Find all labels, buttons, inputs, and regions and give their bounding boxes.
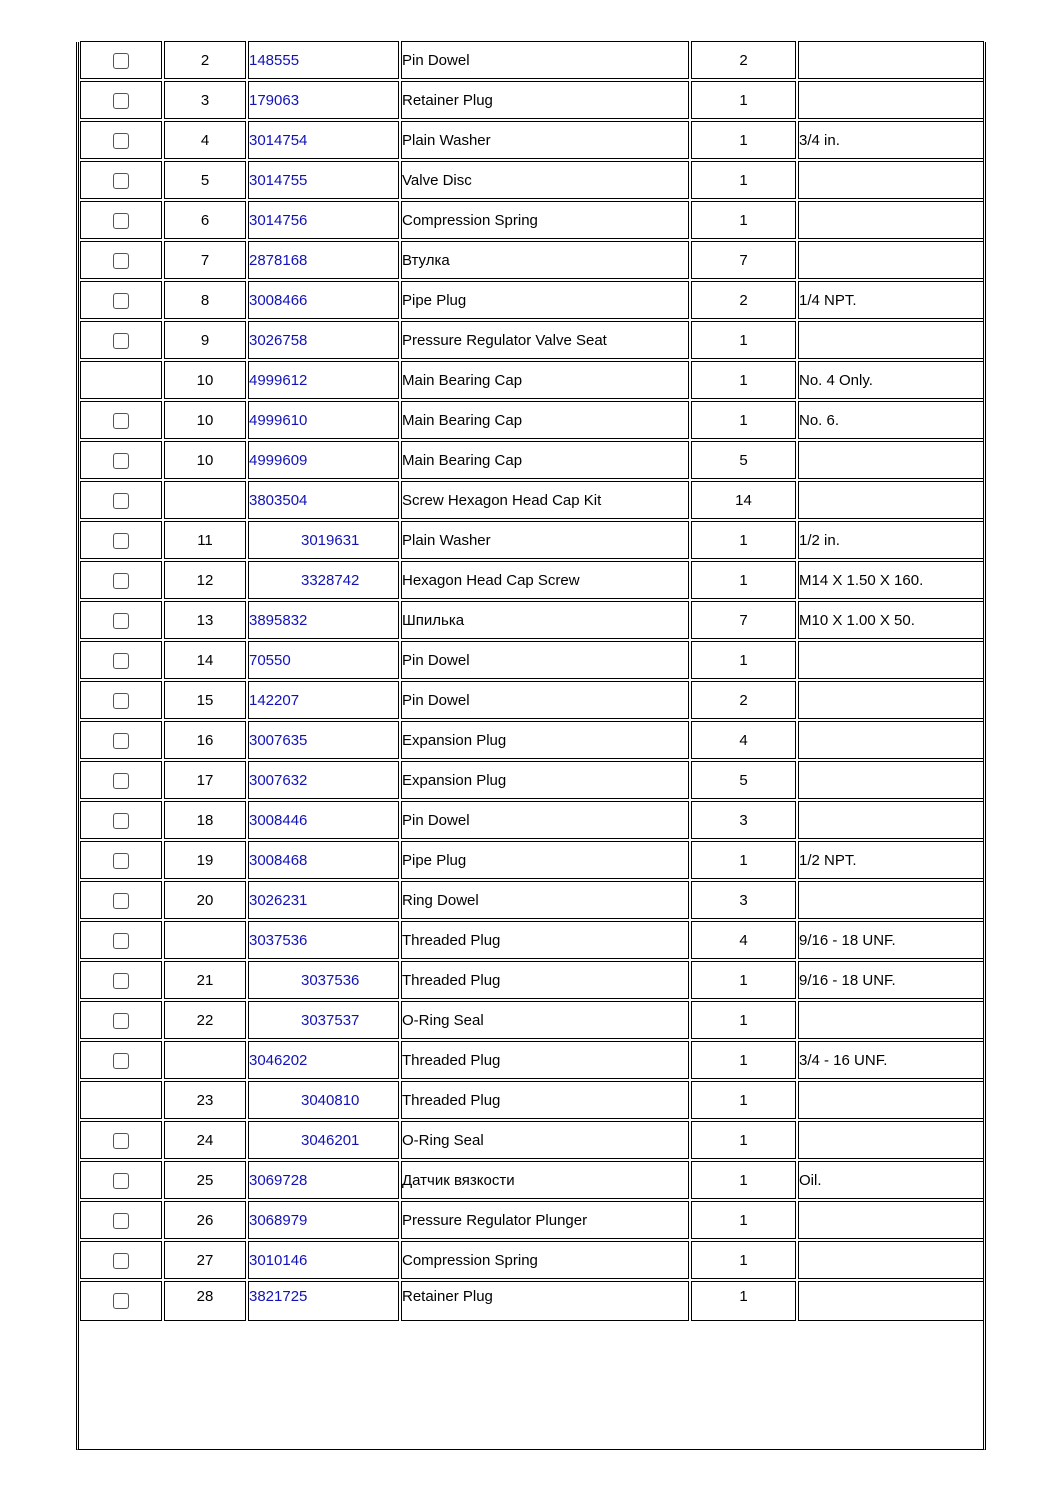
part-number-link[interactable]: 3328742 [301, 571, 360, 589]
ref-number: 13 [164, 601, 246, 639]
select-cell [80, 121, 162, 159]
row-select-checkbox[interactable] [113, 933, 129, 949]
ref-number: 3 [164, 81, 246, 119]
table-row [80, 121, 984, 159]
select-cell [80, 1161, 162, 1199]
part-number-cell [248, 1041, 399, 1079]
table-row [80, 721, 984, 759]
quantity: 1 [691, 1201, 796, 1239]
table-row [80, 1001, 984, 1039]
row-select-checkbox[interactable] [113, 293, 129, 309]
part-number-link[interactable]: 142207 [249, 691, 300, 709]
row-select-checkbox[interactable] [113, 853, 129, 869]
remarks [798, 721, 984, 759]
ref-number: 20 [164, 881, 246, 919]
part-number-link[interactable]: 3821725 [249, 1288, 308, 1305]
select-cell [80, 1001, 162, 1039]
parts-table-body [80, 41, 984, 1321]
row-select-checkbox[interactable] [113, 1253, 129, 1269]
table-row [80, 681, 984, 719]
part-number-link[interactable]: 4999610 [249, 411, 308, 429]
row-select-checkbox[interactable] [113, 413, 129, 429]
remarks [798, 161, 984, 199]
remarks: 3/4 - 16 UNF. [798, 1041, 984, 1079]
quantity: 3 [691, 881, 796, 919]
remarks [798, 881, 984, 919]
part-number-cell [248, 721, 399, 759]
quantity: 1 [691, 161, 796, 199]
quantity: 4 [691, 921, 796, 959]
part-description: Втулка [401, 241, 689, 279]
row-select-checkbox[interactable] [113, 693, 129, 709]
table-row [80, 601, 984, 639]
part-number-cell [248, 1121, 399, 1159]
ref-number: 10 [164, 361, 246, 399]
quantity: 1 [691, 1121, 796, 1159]
part-number-cell [248, 241, 399, 279]
remarks: 9/16 - 18 UNF. [798, 921, 984, 959]
part-number-cell [248, 1001, 399, 1039]
quantity: 1 [691, 561, 796, 599]
table-row [80, 81, 984, 119]
table-row [80, 1201, 984, 1239]
remarks [798, 641, 984, 679]
select-cell [80, 561, 162, 599]
part-description: Valve Disc [401, 161, 689, 199]
ref-number: 14 [164, 641, 246, 679]
remarks: 1/2 NPT. [798, 841, 984, 879]
select-cell [80, 1041, 162, 1079]
part-number-cell [248, 961, 399, 999]
row-select-checkbox[interactable] [113, 173, 129, 189]
row-select-checkbox[interactable] [113, 653, 129, 669]
remarks [798, 481, 984, 519]
ref-number: 6 [164, 201, 246, 239]
quantity: 1 [691, 1081, 796, 1119]
part-number-link[interactable]: 2878168 [249, 251, 308, 269]
select-cell [80, 1281, 162, 1321]
part-number-cell [248, 1081, 399, 1119]
table-row [80, 361, 984, 399]
part-number-cell [248, 1281, 399, 1321]
table-row [80, 41, 984, 79]
remarks [798, 1081, 984, 1119]
quantity: 1 [691, 641, 796, 679]
table-row [80, 1281, 984, 1321]
part-number-cell [248, 681, 399, 719]
part-number-link[interactable]: 3040810 [301, 1091, 360, 1109]
part-description: Pressure Regulator Plunger [401, 1201, 689, 1239]
part-number-link[interactable]: 3019631 [301, 531, 360, 549]
ref-number [164, 921, 246, 959]
select-cell [80, 881, 162, 919]
remarks: 1/2 in. [798, 521, 984, 559]
part-number-cell [248, 601, 399, 639]
table-row [80, 841, 984, 879]
part-number-link[interactable]: 179063 [249, 91, 300, 109]
part-number-link[interactable]: 3037536 [249, 931, 308, 949]
ref-number: 16 [164, 721, 246, 759]
part-description: Threaded Plug [401, 1081, 689, 1119]
row-select-checkbox[interactable] [113, 53, 129, 69]
ref-number: 25 [164, 1161, 246, 1199]
part-number-link[interactable]: 148555 [249, 51, 300, 69]
row-select-checkbox[interactable] [113, 133, 129, 149]
ref-number: 18 [164, 801, 246, 839]
part-number-cell [248, 921, 399, 959]
quantity: 1 [691, 321, 796, 359]
ref-number: 27 [164, 1241, 246, 1279]
part-number-link[interactable]: 3007632 [249, 771, 308, 789]
part-description: Pin Dowel [401, 641, 689, 679]
table-row [80, 1121, 984, 1159]
row-select-checkbox[interactable] [113, 1053, 129, 1069]
remarks [798, 321, 984, 359]
part-description: Hexagon Head Cap Screw [401, 561, 689, 599]
ref-number: 15 [164, 681, 246, 719]
row-select-checkbox[interactable] [113, 573, 129, 589]
remarks: M10 X 1.00 X 50. [798, 601, 984, 639]
part-description: Pipe Plug [401, 841, 689, 879]
quantity: 1 [691, 1161, 796, 1199]
part-description: O-Ring Seal [401, 1001, 689, 1039]
table-row [80, 521, 984, 559]
part-number-cell [248, 361, 399, 399]
part-description: Main Bearing Cap [401, 441, 689, 479]
table-row [80, 1161, 984, 1199]
ref-number: 12 [164, 561, 246, 599]
row-select-checkbox[interactable] [113, 1213, 129, 1229]
part-description: Expansion Plug [401, 761, 689, 799]
part-number-link[interactable]: 3046202 [249, 1051, 308, 1069]
select-cell [80, 761, 162, 799]
parts-table [78, 39, 986, 1323]
part-description: Screw Hexagon Head Cap Kit [401, 481, 689, 519]
part-number-link[interactable]: 3008466 [249, 291, 308, 309]
row-select-checkbox[interactable] [113, 613, 129, 629]
ref-number: 8 [164, 281, 246, 319]
remarks [798, 41, 984, 79]
select-cell [80, 521, 162, 559]
part-number-cell [248, 521, 399, 559]
part-description: Pipe Plug [401, 281, 689, 319]
table-row [80, 801, 984, 839]
table-row [80, 1041, 984, 1079]
part-description: Pin Dowel [401, 801, 689, 839]
quantity: 3 [691, 801, 796, 839]
table-row [80, 1241, 984, 1279]
part-number-link[interactable]: 3069728 [249, 1171, 308, 1189]
quantity: 2 [691, 281, 796, 319]
row-select-checkbox[interactable] [113, 453, 129, 469]
remarks [798, 761, 984, 799]
ref-number: 19 [164, 841, 246, 879]
part-number-cell [248, 441, 399, 479]
quantity: 4 [691, 721, 796, 759]
ref-number: 22 [164, 1001, 246, 1039]
remarks [798, 201, 984, 239]
part-description: Plain Washer [401, 121, 689, 159]
part-number-link[interactable]: 70550 [249, 651, 291, 669]
ref-number: 10 [164, 401, 246, 439]
quantity: 1 [691, 201, 796, 239]
ref-number: 2 [164, 41, 246, 79]
remarks [798, 681, 984, 719]
select-cell [80, 401, 162, 439]
table-row [80, 401, 984, 439]
table-row [80, 201, 984, 239]
part-number-link[interactable]: 3037537 [301, 1011, 360, 1029]
remarks: M14 X 1.50 X 160. [798, 561, 984, 599]
remarks: 3/4 in. [798, 121, 984, 159]
row-select-checkbox[interactable] [113, 1013, 129, 1029]
part-description: Main Bearing Cap [401, 361, 689, 399]
part-number-link[interactable]: 3014755 [249, 171, 308, 189]
quantity: 2 [691, 681, 796, 719]
part-description: Retainer Plug [401, 81, 689, 119]
select-cell [80, 441, 162, 479]
part-number-link[interactable]: 3010146 [249, 1251, 308, 1269]
part-number-cell [248, 481, 399, 519]
part-description: Compression Spring [401, 1241, 689, 1279]
part-description: O-Ring Seal [401, 1121, 689, 1159]
quantity: 2 [691, 41, 796, 79]
table-row [80, 441, 984, 479]
table-row [80, 321, 984, 359]
part-number-cell [248, 561, 399, 599]
ref-number: 11 [164, 521, 246, 559]
part-number-cell [248, 121, 399, 159]
part-number-cell [248, 641, 399, 679]
remarks [798, 1201, 984, 1239]
select-cell [80, 601, 162, 639]
part-number-link[interactable]: 3046201 [301, 1131, 360, 1149]
ref-number: 9 [164, 321, 246, 359]
quantity: 7 [691, 241, 796, 279]
quantity: 1 [691, 1281, 796, 1321]
part-number-link[interactable]: 3026758 [249, 331, 308, 349]
part-number-cell [248, 1161, 399, 1199]
part-number-cell [248, 841, 399, 879]
table-row [80, 161, 984, 199]
part-description: Threaded Plug [401, 961, 689, 999]
part-number-cell [248, 761, 399, 799]
quantity: 1 [691, 521, 796, 559]
remarks [798, 1121, 984, 1159]
part-description: Retainer Plug [401, 1281, 689, 1321]
quantity: 1 [691, 1241, 796, 1279]
select-cell [80, 81, 162, 119]
ref-number [164, 1041, 246, 1079]
remarks [798, 1241, 984, 1279]
ref-number: 5 [164, 161, 246, 199]
remarks [798, 241, 984, 279]
remarks: Oil. [798, 1161, 984, 1199]
select-cell [80, 241, 162, 279]
part-description: Шпилька [401, 601, 689, 639]
quantity: 1 [691, 841, 796, 879]
select-cell [80, 1241, 162, 1279]
part-description: Main Bearing Cap [401, 401, 689, 439]
ref-number [164, 481, 246, 519]
part-description: Expansion Plug [401, 721, 689, 759]
remarks [798, 801, 984, 839]
row-select-checkbox[interactable] [113, 973, 129, 989]
table-row [80, 561, 984, 599]
quantity: 5 [691, 761, 796, 799]
ref-number: 17 [164, 761, 246, 799]
ref-number: 7 [164, 241, 246, 279]
part-number-cell [248, 401, 399, 439]
select-cell [80, 1081, 162, 1119]
part-number-link[interactable]: 3008446 [249, 811, 308, 829]
table-row [80, 881, 984, 919]
part-number-link[interactable]: 3008468 [249, 851, 308, 869]
part-number-cell [248, 1201, 399, 1239]
ref-number: 23 [164, 1081, 246, 1119]
part-description: Датчик вязкости [401, 1161, 689, 1199]
row-select-checkbox[interactable] [113, 733, 129, 749]
table-row [80, 961, 984, 999]
select-cell [80, 841, 162, 879]
part-number-link[interactable]: 3014754 [249, 131, 308, 149]
part-description: Compression Spring [401, 201, 689, 239]
part-description: Threaded Plug [401, 921, 689, 959]
row-select-checkbox[interactable] [113, 813, 129, 829]
part-number-link[interactable]: 4999612 [249, 371, 308, 389]
part-number-cell [248, 81, 399, 119]
select-cell [80, 281, 162, 319]
part-number-cell [248, 281, 399, 319]
quantity: 1 [691, 121, 796, 159]
remarks: No. 4 Only. [798, 361, 984, 399]
remarks [798, 81, 984, 119]
remarks [798, 1281, 984, 1321]
part-number-cell [248, 41, 399, 79]
select-cell [80, 321, 162, 359]
part-number-link[interactable]: 3068979 [249, 1211, 308, 1229]
row-select-checkbox[interactable] [113, 1133, 129, 1149]
remarks [798, 1001, 984, 1039]
ref-number: 26 [164, 1201, 246, 1239]
part-number-link[interactable]: 3803504 [249, 491, 308, 509]
part-description: Pressure Regulator Valve Seat [401, 321, 689, 359]
quantity: 14 [691, 481, 796, 519]
quantity: 1 [691, 961, 796, 999]
remarks [798, 441, 984, 479]
part-description: Threaded Plug [401, 1041, 689, 1079]
select-cell [80, 721, 162, 759]
part-description: Ring Dowel [401, 881, 689, 919]
select-cell [80, 921, 162, 959]
ref-number: 28 [164, 1281, 246, 1321]
quantity: 1 [691, 401, 796, 439]
ref-number: 4 [164, 121, 246, 159]
part-number-cell [248, 161, 399, 199]
row-select-checkbox[interactable] [113, 1293, 129, 1309]
part-description: Pin Dowel [401, 41, 689, 79]
row-select-checkbox[interactable] [113, 773, 129, 789]
part-number-link[interactable]: 3895832 [249, 611, 308, 629]
table-row [80, 481, 984, 519]
remarks: 1/4 NPT. [798, 281, 984, 319]
ref-number: 21 [164, 961, 246, 999]
select-cell [80, 201, 162, 239]
select-cell [80, 961, 162, 999]
part-number-link[interactable]: 4999609 [249, 451, 308, 469]
row-select-checkbox[interactable] [113, 93, 129, 109]
quantity: 1 [691, 1001, 796, 1039]
table-row [80, 761, 984, 799]
table-row [80, 921, 984, 959]
table-row [80, 641, 984, 679]
remarks: 9/16 - 18 UNF. [798, 961, 984, 999]
part-number-link[interactable]: 3014756 [249, 211, 308, 229]
part-description: Pin Dowel [401, 681, 689, 719]
quantity: 1 [691, 361, 796, 399]
remarks: No. 6. [798, 401, 984, 439]
table-row [80, 241, 984, 279]
select-cell [80, 481, 162, 519]
select-cell [80, 801, 162, 839]
part-number-cell [248, 321, 399, 359]
select-cell [80, 681, 162, 719]
row-select-checkbox[interactable] [113, 1173, 129, 1189]
quantity: 7 [691, 601, 796, 639]
table-row [80, 1081, 984, 1119]
part-number-cell [248, 1241, 399, 1279]
select-cell [80, 361, 162, 399]
row-select-checkbox[interactable] [113, 213, 129, 229]
quantity: 1 [691, 81, 796, 119]
quantity: 5 [691, 441, 796, 479]
select-cell [80, 161, 162, 199]
quantity: 1 [691, 1041, 796, 1079]
select-cell [80, 1121, 162, 1159]
row-select-checkbox[interactable] [113, 333, 129, 349]
part-number-link[interactable]: 3026231 [249, 891, 308, 909]
select-cell [80, 41, 162, 79]
part-number-cell [248, 881, 399, 919]
part-number-link[interactable]: 3037536 [301, 971, 360, 989]
ref-number: 10 [164, 441, 246, 479]
select-cell [80, 1201, 162, 1239]
ref-number: 24 [164, 1121, 246, 1159]
part-number-cell [248, 801, 399, 839]
table-row [80, 281, 984, 319]
row-select-checkbox[interactable] [113, 533, 129, 549]
part-number-link[interactable]: 3007635 [249, 731, 308, 749]
row-select-checkbox[interactable] [113, 253, 129, 269]
part-number-cell [248, 201, 399, 239]
row-select-checkbox[interactable] [113, 493, 129, 509]
select-cell [80, 641, 162, 679]
part-description: Plain Washer [401, 521, 689, 559]
row-select-checkbox[interactable] [113, 893, 129, 909]
